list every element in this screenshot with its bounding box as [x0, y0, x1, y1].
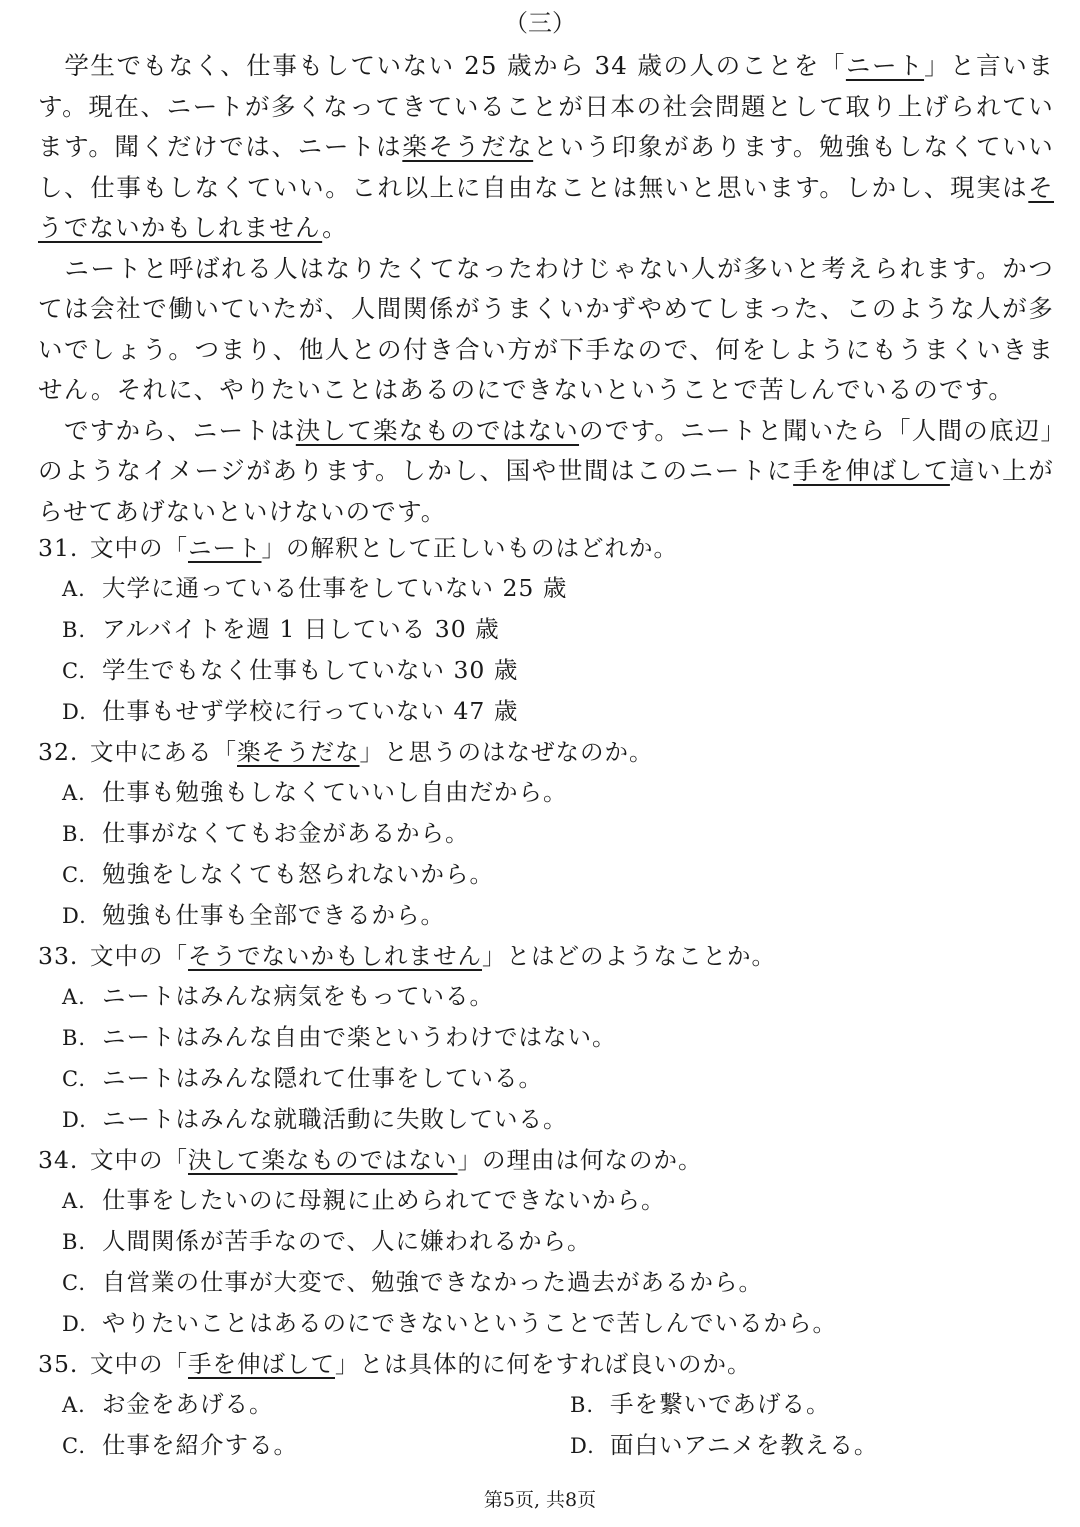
option-c [62, 1425, 570, 1466]
text-segment: 」とはどのようなことか。 [482, 942, 776, 970]
page-footer: 第5页, 共8页 [483, 1489, 597, 1511]
text-segment: という印象があります。勉強もしなくていいし、仕事もしなくていい。これ以上に自由なことは無いと思います。しかし、現実は [38, 132, 1054, 202]
option-list [38, 568, 1054, 732]
question-stem [38, 1344, 1054, 1384]
text-segment: 」と言います。現在、ニートが多くなってきていることが日本の社会問題として取り上げられています。聞くだけでは、ニートは [38, 51, 1054, 161]
option-c [62, 854, 1054, 895]
option-label: D. [570, 1434, 595, 1458]
option-a [62, 976, 1054, 1017]
option-list [38, 976, 1054, 1140]
underlined-phrase: 手を伸ばして [793, 456, 950, 485]
question-number: 34. [38, 1146, 79, 1174]
option-text: 学生でもなく仕事もしていない 30 歳 [102, 656, 519, 684]
option-b [62, 1017, 1054, 1058]
text-segment: 這い上がらせてあげないといけないのです。 [38, 456, 1054, 526]
option-d [62, 691, 1054, 732]
underlined-phrase: 決して楽なものではない [295, 415, 580, 445]
passage-paragraph [38, 249, 1054, 411]
option-text: 仕事がなくてもお金があるから。 [102, 819, 470, 847]
option-text: 仕事もせず学校に行っていない 47 歳 [102, 697, 519, 725]
option-label: D. [62, 1108, 87, 1132]
option-text: お金をあげる。 [102, 1390, 274, 1418]
option-d [570, 1425, 1050, 1466]
option-c [62, 1058, 1054, 1099]
question-list [38, 528, 1054, 1466]
option-label: B. [570, 1393, 595, 1417]
option-label: B. [62, 618, 87, 642]
option-text: アルバイトを週 1 日している 30 歳 [102, 615, 500, 643]
question-stem [38, 1140, 1054, 1180]
question-33 [38, 936, 1054, 1140]
option-text: 人間関係が苦手なので、人に嫌われるから。 [102, 1227, 592, 1255]
question-number: 35. [38, 1350, 79, 1378]
underlined-phrase: 手を伸ばして [188, 1350, 335, 1378]
underlined-phrase: ニート [188, 534, 262, 562]
option-b [62, 813, 1054, 854]
reading-passage [38, 46, 1054, 532]
option-a [62, 568, 1054, 609]
question-31 [38, 528, 1054, 732]
option-d [62, 895, 1054, 936]
text-segment: ニートと呼ばれる人はなりたくてなったわけじゃない人が多いと考えられます。かつては会社で働いていたが、人間関係がうまくいかずやめてしまった、このような人が多いでしょう。つまり、他人との付き合い方が下手なので、何をしようにもうまくいきません。それに、やりたいことはあるのにできないということで苦しんでいるのです。 [38, 253, 1054, 404]
question-number: 32. [38, 738, 79, 766]
text-segment: 。 [322, 213, 348, 242]
option-text: 手を繋いであげる。 [610, 1390, 831, 1418]
underlined-phrase: 決して楽なものではない [188, 1146, 458, 1174]
option-label: B. [62, 1230, 87, 1254]
underlined-phrase: そうでないかもしれません [188, 942, 482, 970]
option-text: 仕事も勉強もしなくていいし自由だから。 [102, 778, 568, 806]
question-32 [38, 732, 1054, 936]
underlined-phrase: 楽そうだな [237, 738, 360, 766]
option-label: A. [62, 781, 86, 805]
option-label: C. [62, 659, 86, 683]
option-b [570, 1384, 1050, 1425]
section-title: （三） [504, 9, 576, 37]
option-list [38, 1180, 1054, 1344]
underlined-phrase: 楽そうだな [402, 132, 534, 161]
option-label: A. [62, 1393, 86, 1417]
text-segment: のです。ニートと聞いたら「人間の底辺」のようなイメージがあります。しかし、国や世間はこのニートに [38, 415, 1054, 485]
option-text: 仕事を紹介する。 [102, 1431, 298, 1459]
text-segment: 文中の「 [90, 534, 188, 562]
option-b [62, 1221, 1054, 1262]
option-label: A. [62, 985, 86, 1009]
question-stem [38, 732, 1054, 772]
question-34 [38, 1140, 1054, 1344]
option-label: D. [62, 904, 87, 928]
option-text: 大学に通っている仕事をしていない 25 歳 [102, 574, 568, 602]
option-b [62, 609, 1054, 650]
option-label: D. [62, 700, 87, 724]
option-a [62, 1180, 1054, 1221]
option-label: C. [62, 1434, 86, 1458]
option-text: 面白いアニメを教える。 [610, 1431, 879, 1459]
option-text: 勉強をしなくても怒られないから。 [102, 860, 494, 888]
option-c [62, 1262, 1054, 1303]
question-number: 31. [38, 534, 79, 562]
option-d [62, 1303, 1054, 1344]
option-label: B. [62, 1026, 87, 1050]
question-stem [38, 936, 1054, 976]
underlined-phrase: ニート [845, 51, 925, 80]
text-segment: 文中にある「 [90, 738, 237, 766]
passage-paragraph [38, 46, 1054, 249]
option-a [62, 1384, 570, 1425]
option-list [38, 1384, 1054, 1466]
question-35 [38, 1344, 1054, 1466]
option-c [62, 650, 1054, 691]
option-d [62, 1099, 1054, 1140]
option-text: ニートはみんな隠れて仕事をしている。 [102, 1064, 543, 1092]
option-text: 自営業の仕事が大変で、勉強できなかった過去があるから。 [102, 1268, 764, 1296]
option-label: A. [62, 577, 86, 601]
text-segment: 文中の「 [90, 1146, 188, 1174]
text-segment: 文中の「 [90, 942, 188, 970]
option-text: 勉強も仕事も全部できるから。 [102, 901, 445, 929]
underlined-phrase: そうでないかもしれません [38, 172, 1054, 242]
text-segment: ですから、ニートは [64, 415, 296, 445]
passage-paragraph [38, 411, 1054, 533]
text-segment: 」の解釈として正しいものはどれか。 [261, 534, 678, 562]
question-number: 33. [38, 942, 79, 970]
option-a [62, 772, 1054, 813]
text-segment: 」とは具体的に何をすれば良いのか。 [335, 1350, 752, 1378]
option-text: やりたいことはあるのにできないということで苦しんでいるから。 [102, 1309, 837, 1337]
option-label: C. [62, 863, 86, 887]
option-label: C. [62, 1271, 86, 1295]
text-segment: 」の理由は何なのか。 [457, 1146, 703, 1174]
option-text: ニートはみんな自由で楽というわけではない。 [102, 1023, 617, 1051]
option-label: C. [62, 1067, 86, 1091]
text-segment: 」と思うのはなぜなのか。 [359, 738, 654, 766]
option-list [38, 772, 1054, 936]
option-label: A. [62, 1189, 86, 1213]
option-text: ニートはみんな病気をもっている。 [102, 982, 494, 1010]
option-label: B. [62, 822, 87, 846]
text-segment: 文中の「 [90, 1350, 188, 1378]
option-text: ニートはみんな就職活動に失敗している。 [102, 1105, 568, 1133]
question-stem [38, 528, 1054, 568]
text-segment: 学生でもなく、仕事もしていない 25 歳から 34 歳の人のことを「 [64, 51, 846, 80]
option-label: D. [62, 1312, 87, 1336]
option-text: 仕事をしたいのに母親に止められてできないから。 [102, 1186, 666, 1214]
